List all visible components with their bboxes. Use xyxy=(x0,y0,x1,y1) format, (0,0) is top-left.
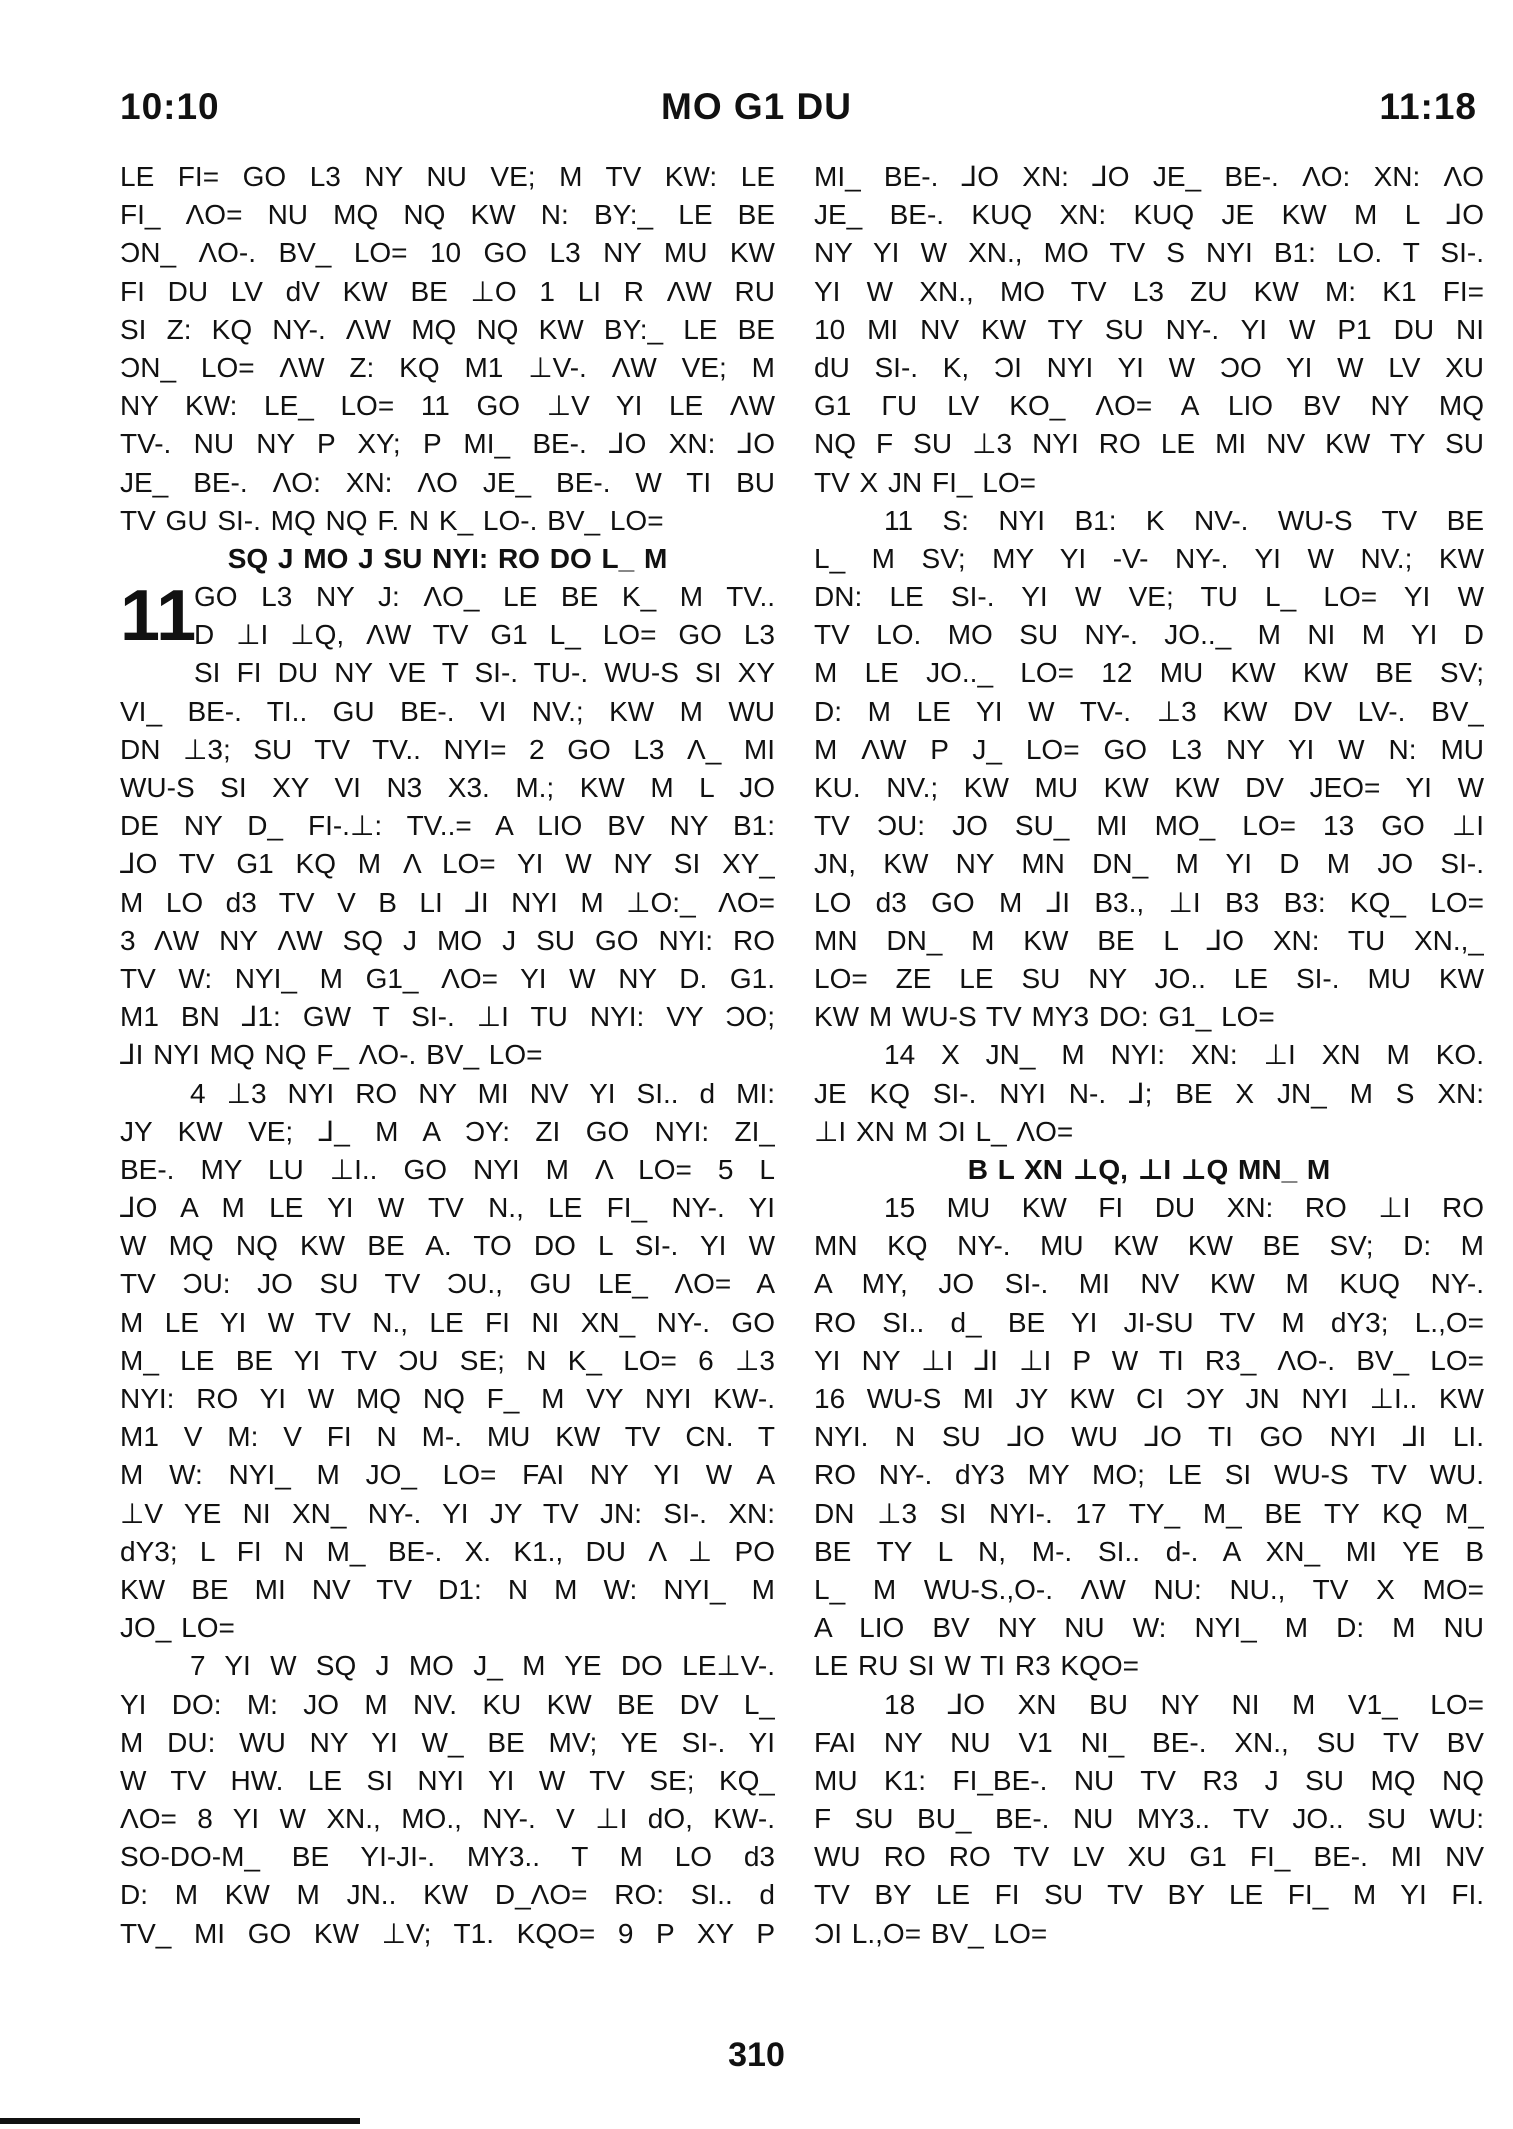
text-line: L_ M WU-S.,O-. ΛW NU: NU., TV X MO= xyxy=(814,1573,1484,1605)
chapter-number: 11 xyxy=(120,576,197,657)
text-line: RO NY-. dY3 MY MO; LE SI WU-S TV WU. xyxy=(814,1459,1484,1491)
text-line: BE TY L N, M-. SI.. d-. A XN_ MI YE B xyxy=(814,1535,1484,1567)
scan-edge-rule xyxy=(0,2118,360,2124)
text-line: JY KW VE; ⅃_ M A ϽY: ZI GO NYI: ZI_ xyxy=(120,1115,775,1147)
text-line: 14 X JN_ M NYI: XN: ⊥I XN M KO. xyxy=(884,1039,1484,1071)
paragraph xyxy=(814,1686,1484,1953)
text-line: DN ⊥3; SU TV TV.. NYI= 2 GO L3 Λ_ MI xyxy=(120,733,775,765)
text-line: TV ϽU: JO SU TV ϽU., GU LE_ ΛO= A xyxy=(120,1268,775,1300)
text-line: ΛO= 8 YI W XN., MO., NY-. V ⊥I dO, KW-. xyxy=(120,1803,775,1835)
text-line: A MY, JO SI-. MI NV KW M KUQ NY-. xyxy=(814,1268,1484,1300)
paragraph xyxy=(120,1075,775,1648)
text-line: 10 MI NV KW TY SU NY-. YI W P1 DU NI xyxy=(814,313,1484,345)
text-line: SI FI DU NY VE T SI-. TU-. WU-S SI XY xyxy=(194,657,775,689)
running-head-title: MO G1 DU xyxy=(661,86,852,127)
text-line: RO SI.. d_ BE YI JI-SU TV M dY3; L.,O= xyxy=(814,1306,1484,1338)
text-line: F SU BU_ BE-. NU MY3.. TV JO.. SU WU: xyxy=(814,1803,1484,1835)
text-line: WU RO RO TV LV XU G1 FI_ BE-. MI NV xyxy=(814,1841,1484,1873)
text-line: YI DO: M: JO M NV. KU KW BE DV L_ xyxy=(120,1688,775,1720)
paragraph xyxy=(120,158,775,540)
text-line: NY KW: LE_ LO= 11 GO ⊥V YI LE ΛW xyxy=(120,390,775,422)
text-line: ⅃O TV G1 KQ M Λ LO= YI W NY SI XY_ xyxy=(120,848,775,880)
text-line: W TV HW. LE SI NYI YI W TV SE; KQ_ xyxy=(120,1764,775,1796)
text-line: 11 S: NYI B1: K NV-. WU-S TV BE xyxy=(884,504,1484,536)
text-line: TV X JN FI_ LO= xyxy=(814,466,1036,498)
text-line: TV ϽU: JO SU_ MI MO_ LO= 13 GO ⊥I xyxy=(814,810,1484,842)
text-line: L_ M SV; MY YI -V- NY-. YI W NV.; KW xyxy=(814,542,1484,574)
paragraph xyxy=(120,1647,775,1953)
text-line: FAI NY NU V1 NI_ BE-. XN., SU TV BV xyxy=(814,1726,1484,1758)
text-line: LE FI= GO L3 NY NU VE; M TV KW: LE xyxy=(120,161,775,192)
text-line: D: M KW M JN.. KW D_ΛO= RO: SI.. d xyxy=(120,1879,775,1911)
text-line: KW BE MI NV TV D1: N M W: NYI_ M xyxy=(120,1573,775,1605)
text-line: M LE YI W TV N., LE FI NI XN_ NY-. GO xyxy=(120,1306,775,1338)
text-line: ⅃O A M LE YI W TV N., LE FI_ NY-. YI xyxy=(120,1192,775,1224)
text-line: ϽN_ ΛO-. BV_ LO= 10 GO L3 NY MU KW xyxy=(120,237,775,269)
text-line: LE RU SI W TI R3 KQO= xyxy=(814,1650,1140,1682)
text-line: WU-S SI XY VI N3 X3. M.; KW M L JO xyxy=(120,772,775,803)
text-line: JE KQ SI-. NYI N-. ⅃; BE X JN_ M S XN: xyxy=(814,1077,1484,1109)
text-line: M ΛW P J_ LO= GO L3 NY YI W N: MU xyxy=(814,733,1484,765)
text-line: 15 MU KW FI DU XN: RO ⊥I RO xyxy=(884,1192,1484,1224)
section-heading: B L XN ⊥Q, ⊥I ⊥Q MN_ M xyxy=(967,1153,1331,1185)
text-line: DN ⊥3 SI NYI-. 17 TY_ M_ BE TY KQ M_ xyxy=(814,1497,1484,1529)
text-line: ϽI L.,O= BV_ LO= xyxy=(814,1917,1048,1949)
text-line: D ⊥I ⊥Q, ΛW TV G1 L_ LO= GO L3 xyxy=(194,619,775,651)
text-line: M DU: WU NY YI W_ BE MV; YE SI-. YI xyxy=(120,1726,775,1758)
text-line: ⊥I XN M ϽI L_ ΛO= xyxy=(814,1115,1074,1147)
text-line: KW M WU-S TV MY3 DO: G1_ LO= xyxy=(814,1001,1275,1033)
text-line: ⊥V YE NI XN_ NY-. YI JY TV JN: SI-. XN: xyxy=(120,1497,775,1529)
text-line: TV-. NU NY P XY; P MI_ BE-. ⅃O XN: ⅃O xyxy=(120,428,775,460)
text-line: DN: LE SI-. YI W VE; TU L_ LO= YI W xyxy=(814,581,1484,613)
text-line: VI_ BE-. TI.. GU BE-. VI NV.; KW M WU xyxy=(120,695,775,727)
left-column xyxy=(120,158,775,1953)
text-line: 16 WU-S MI JY KW CI ϽY JN NYI ⊥I.. KW xyxy=(814,1383,1484,1414)
text-line: TV W: NYI_ M G1_ ΛO= YI W NY D. G1. xyxy=(120,962,775,994)
text-line: LO d3 GO M ⅃I B3., ⊥I B3 B3: KQ_ LO= xyxy=(814,886,1484,918)
text-line: M1 BN ⅃1: GW T SI-. ⊥I TU NYI: VY ϽO; xyxy=(120,1001,775,1033)
text-line: NYI: RO YI W MQ NQ F_ M VY NYI KW-. xyxy=(120,1383,775,1414)
paragraph xyxy=(814,158,1484,502)
text-line: A LIO BV NY NU W: NYI_ M D: M NU xyxy=(814,1612,1484,1644)
right-column xyxy=(814,158,1484,1953)
paragraph xyxy=(814,1036,1484,1151)
text-line: 7 YI W SQ J MO J_ M YE DO LE⊥V-. xyxy=(190,1650,775,1682)
section-heading: SQ J MO J SU NYI: RO DO L_ M xyxy=(227,542,668,574)
text-line: YI W XN., MO TV L3 ZU KW M: K1 FI= xyxy=(814,275,1484,307)
text-line: KU. NV.; KW MU KW KW DV JEO= YI W xyxy=(814,772,1484,803)
text-line: JN, KW NY MN DN_ M YI D M JO SI-. xyxy=(814,848,1484,880)
text-line: YI NY ⊥I ⅃I ⊥I P W TI R3_ ΛO-. BV_ LO= xyxy=(814,1344,1484,1376)
text-line: NYI. N SU ⅃O WU ⅃O TI GO NYI ⅃I LI. xyxy=(814,1421,1484,1453)
text-line: dU SI-. K, ϽI NYI YI W ϽO YI W LV XU xyxy=(814,351,1484,383)
page-number: 310 xyxy=(728,2036,785,2074)
text-line: SO-DO-M_ BE YI-JI-. MY3.. T M LO d3 xyxy=(120,1841,775,1873)
paragraph xyxy=(120,654,775,1074)
text-line: DE NY D_ FI-.⊥: TV..= A LIO BV NY B1: xyxy=(120,810,775,842)
text-line: SI Z: KQ NY-. ΛW MQ NQ KW BY:_ LE BE xyxy=(120,313,775,345)
text-line: 18 ⅃O XN BU NY NI M V1_ LO= xyxy=(884,1688,1484,1720)
text-line: M LO d3 TV V B LI ⅃I NYI M ⊥O:_ ΛO= xyxy=(120,886,775,918)
text-line: M_ LE BE YI TV ϽU SE; N K_ LO= 6 ⊥3 xyxy=(120,1344,775,1376)
paragraph xyxy=(814,1189,1484,1685)
text-line: NQ F SU ⊥3 NYI RO LE MI NV KW TY SU xyxy=(814,428,1484,460)
text-line: MI_ BE-. ⅃O XN: ⅃O JE_ BE-. ΛO: XN: ΛO xyxy=(814,161,1484,192)
text-line: G1 ΓU LV KO_ ΛO= A LIO BV NY MQ xyxy=(814,390,1484,422)
text-line: D: M LE YI W TV-. ⊥3 KW DV LV-. BV_ xyxy=(814,695,1484,727)
running-head-left: 10:10 xyxy=(120,86,220,127)
text-line: TV_ MI GO KW ⊥V; T1. KQO= 9 P XY P xyxy=(120,1917,775,1949)
text-line: JE_ BE-. KUQ XN: KUQ JE KW M L ⅃O xyxy=(814,199,1484,231)
text-line: TV BY LE FI SU TV BY LE FI_ M YI FI. xyxy=(814,1879,1484,1911)
paragraph xyxy=(814,502,1484,1037)
text-line: M W: NYI_ M JO_ LO= FAI NY YI W A xyxy=(120,1459,775,1491)
chapter-start xyxy=(120,576,775,657)
text-line: 3 ΛW NY ΛW SQ J MO J SU GO NYI: RO xyxy=(120,924,775,956)
text-line: M LE JO.._ LO= 12 MU KW KW BE SV; xyxy=(814,657,1484,689)
text-line: W MQ NQ KW BE A. TO DO L SI-. YI W xyxy=(120,1230,775,1262)
text-line: M1 V M: V FI N M-. MU KW TV CN. T xyxy=(120,1421,775,1453)
text-line: FI_ ΛO= NU MQ NQ KW N: BY:_ LE BE xyxy=(120,199,775,231)
text-line: 4 ⊥3 NYI RO NY MI NV YI SI.. d MI: xyxy=(190,1077,775,1109)
text-line: MN DN_ M KW BE L ⅃O XN: TU XN.,_ xyxy=(814,924,1484,956)
text-line: GO L3 NY J: ΛO_ LE BE K_ M TV.. xyxy=(194,581,775,613)
text-line: JO_ LO= xyxy=(120,1612,235,1644)
text-line: BE-. MY LU ⊥I.. GO NYI M Λ LO= 5 L xyxy=(120,1153,775,1185)
text-line: FI DU LV dV KW BE ⊥O 1 LI R ΛW RU xyxy=(120,275,775,307)
running-head-right: 11:18 xyxy=(1379,86,1477,127)
text-line: MN KQ NY-. MU KW KW BE SV; D: M xyxy=(814,1230,1484,1262)
text-line: TV GU SI-. MQ NQ F. N K_ LO-. BV_ LO= xyxy=(120,504,664,536)
text-line: LO= ZE LE SU NY JO.. LE SI-. MU KW xyxy=(814,962,1484,994)
text-line: NY YI W XN., MO TV S NYI B1: LO. T SI-. xyxy=(814,237,1484,269)
text-line: TV LO. MO SU NY-. JO.._ M NI M YI D xyxy=(814,619,1484,651)
text-line: JE_ BE-. ΛO: XN: ΛO JE_ BE-. W TI BU xyxy=(120,466,775,498)
text-line: dY3; L FI N M_ BE-. X. K1., DU Λ ⊥ PO xyxy=(120,1535,775,1567)
text-line: ⅃I NYI MQ NQ F_ ΛO-. BV_ LO= xyxy=(120,1039,543,1071)
text-line: MU K1: FI_BE-. NU TV R3 J SU MQ NQ xyxy=(814,1764,1484,1796)
text-line: ϽN_ LO= ΛW Z: KQ M1 ⊥V-. ΛW VE; M xyxy=(120,351,775,383)
